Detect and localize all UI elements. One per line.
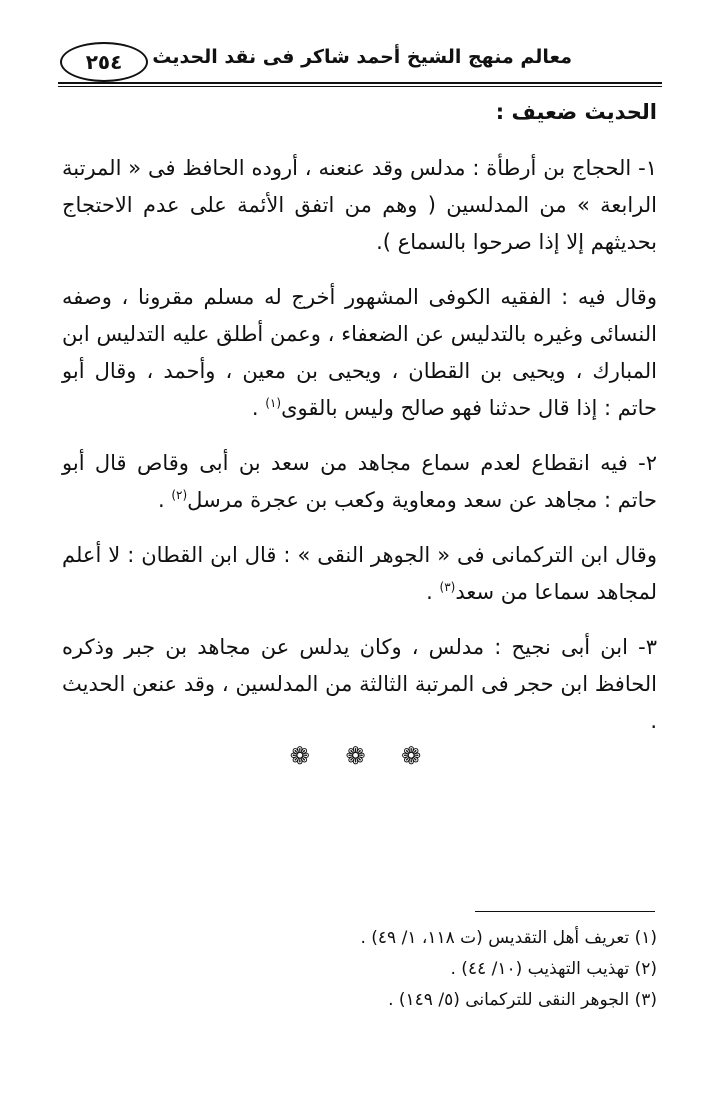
paragraph-2-end: . xyxy=(251,396,266,420)
paragraph-1: ١- الحجاج بن أرطأة : مدلس وقد عنعنه ، أروده الحافظ فى « المرتبة الرابعة » من المدلسين ( وهم من اتفق الأئمة على عدم الاحتجاج بحديثهم إلا إذا صرحوا بالسماع ). xyxy=(62,156,657,254)
footnote-rule xyxy=(475,911,655,912)
paragraph-2 xyxy=(62,279,657,427)
running-header xyxy=(58,38,662,84)
footnote-3: (٣) الجوهر النقى للتركمانى (٥/ ١٤٩) . xyxy=(388,990,657,1010)
paragraph-4 xyxy=(62,537,657,611)
paragraph-3-end: . xyxy=(157,488,172,512)
running-title: معالم منهج الشيخ أحمد شاكر فى نقد الحديث xyxy=(152,46,572,68)
footnote-2: (٢) تهذيب التهذيب (١٠/ ٤٤) . xyxy=(450,959,657,979)
page-number: ٢٥٤ xyxy=(60,42,148,82)
footnote-1: (١) تعريف أهل التقديس (ت ١١٨، ١/ ٤٩) . xyxy=(360,928,657,948)
header-rule-thin xyxy=(58,86,662,87)
paragraph-4-end: . xyxy=(426,580,440,604)
paragraph-3-text: ٢- فيه انقطاع لعدم سماع مجاهد من سعد بن أبى وقاص قال أبو حاتم : مجاهد عن سعد ومعاوية وكعب بن عجرة مرسل xyxy=(62,451,657,512)
paragraph-5: ٣- ابن أبى نجيح : مدلس ، وكان يدلس عن مجاهد بن جبر وذكره الحافظ ابن حجر فى المرتبة الثالثة من المدلسين ، وقد عنعن الحديث . xyxy=(62,635,657,733)
paragraph-4-text: وقال ابن التركمانى فى « الجوهر النقى » : قال ابن القطان : لا أعلم لمجاهد سماعا من سعد xyxy=(62,543,657,604)
footnotes xyxy=(67,923,657,1016)
main-text xyxy=(62,150,657,758)
paragraph-2-text: وقال فيه : الفقيه الكوفى المشهور أخرج له مسلم مقرونا ، وصفه النسائى وغيره بالتدليس عن الضعفاء ، وعمن أطلق عليه التدليس ابن المبارك ، ويحيى بن القطان ، ويحيى بن معين ، وأحمد ، وقال أبو حاتم : إذا قال حدثنا فهو صالح وليس بالقوى xyxy=(62,285,657,420)
section-ornament: ❁ ❁ ❁ xyxy=(289,742,436,770)
header-rule xyxy=(58,82,662,84)
footnote-ref-1: (١) xyxy=(265,396,282,410)
footnote-ref-2: (٢) xyxy=(171,488,188,502)
section-heading: الحديث ضعيف : xyxy=(495,100,657,124)
paragraph-3 xyxy=(62,445,657,519)
footnote-ref-3: (٣) xyxy=(439,580,456,594)
